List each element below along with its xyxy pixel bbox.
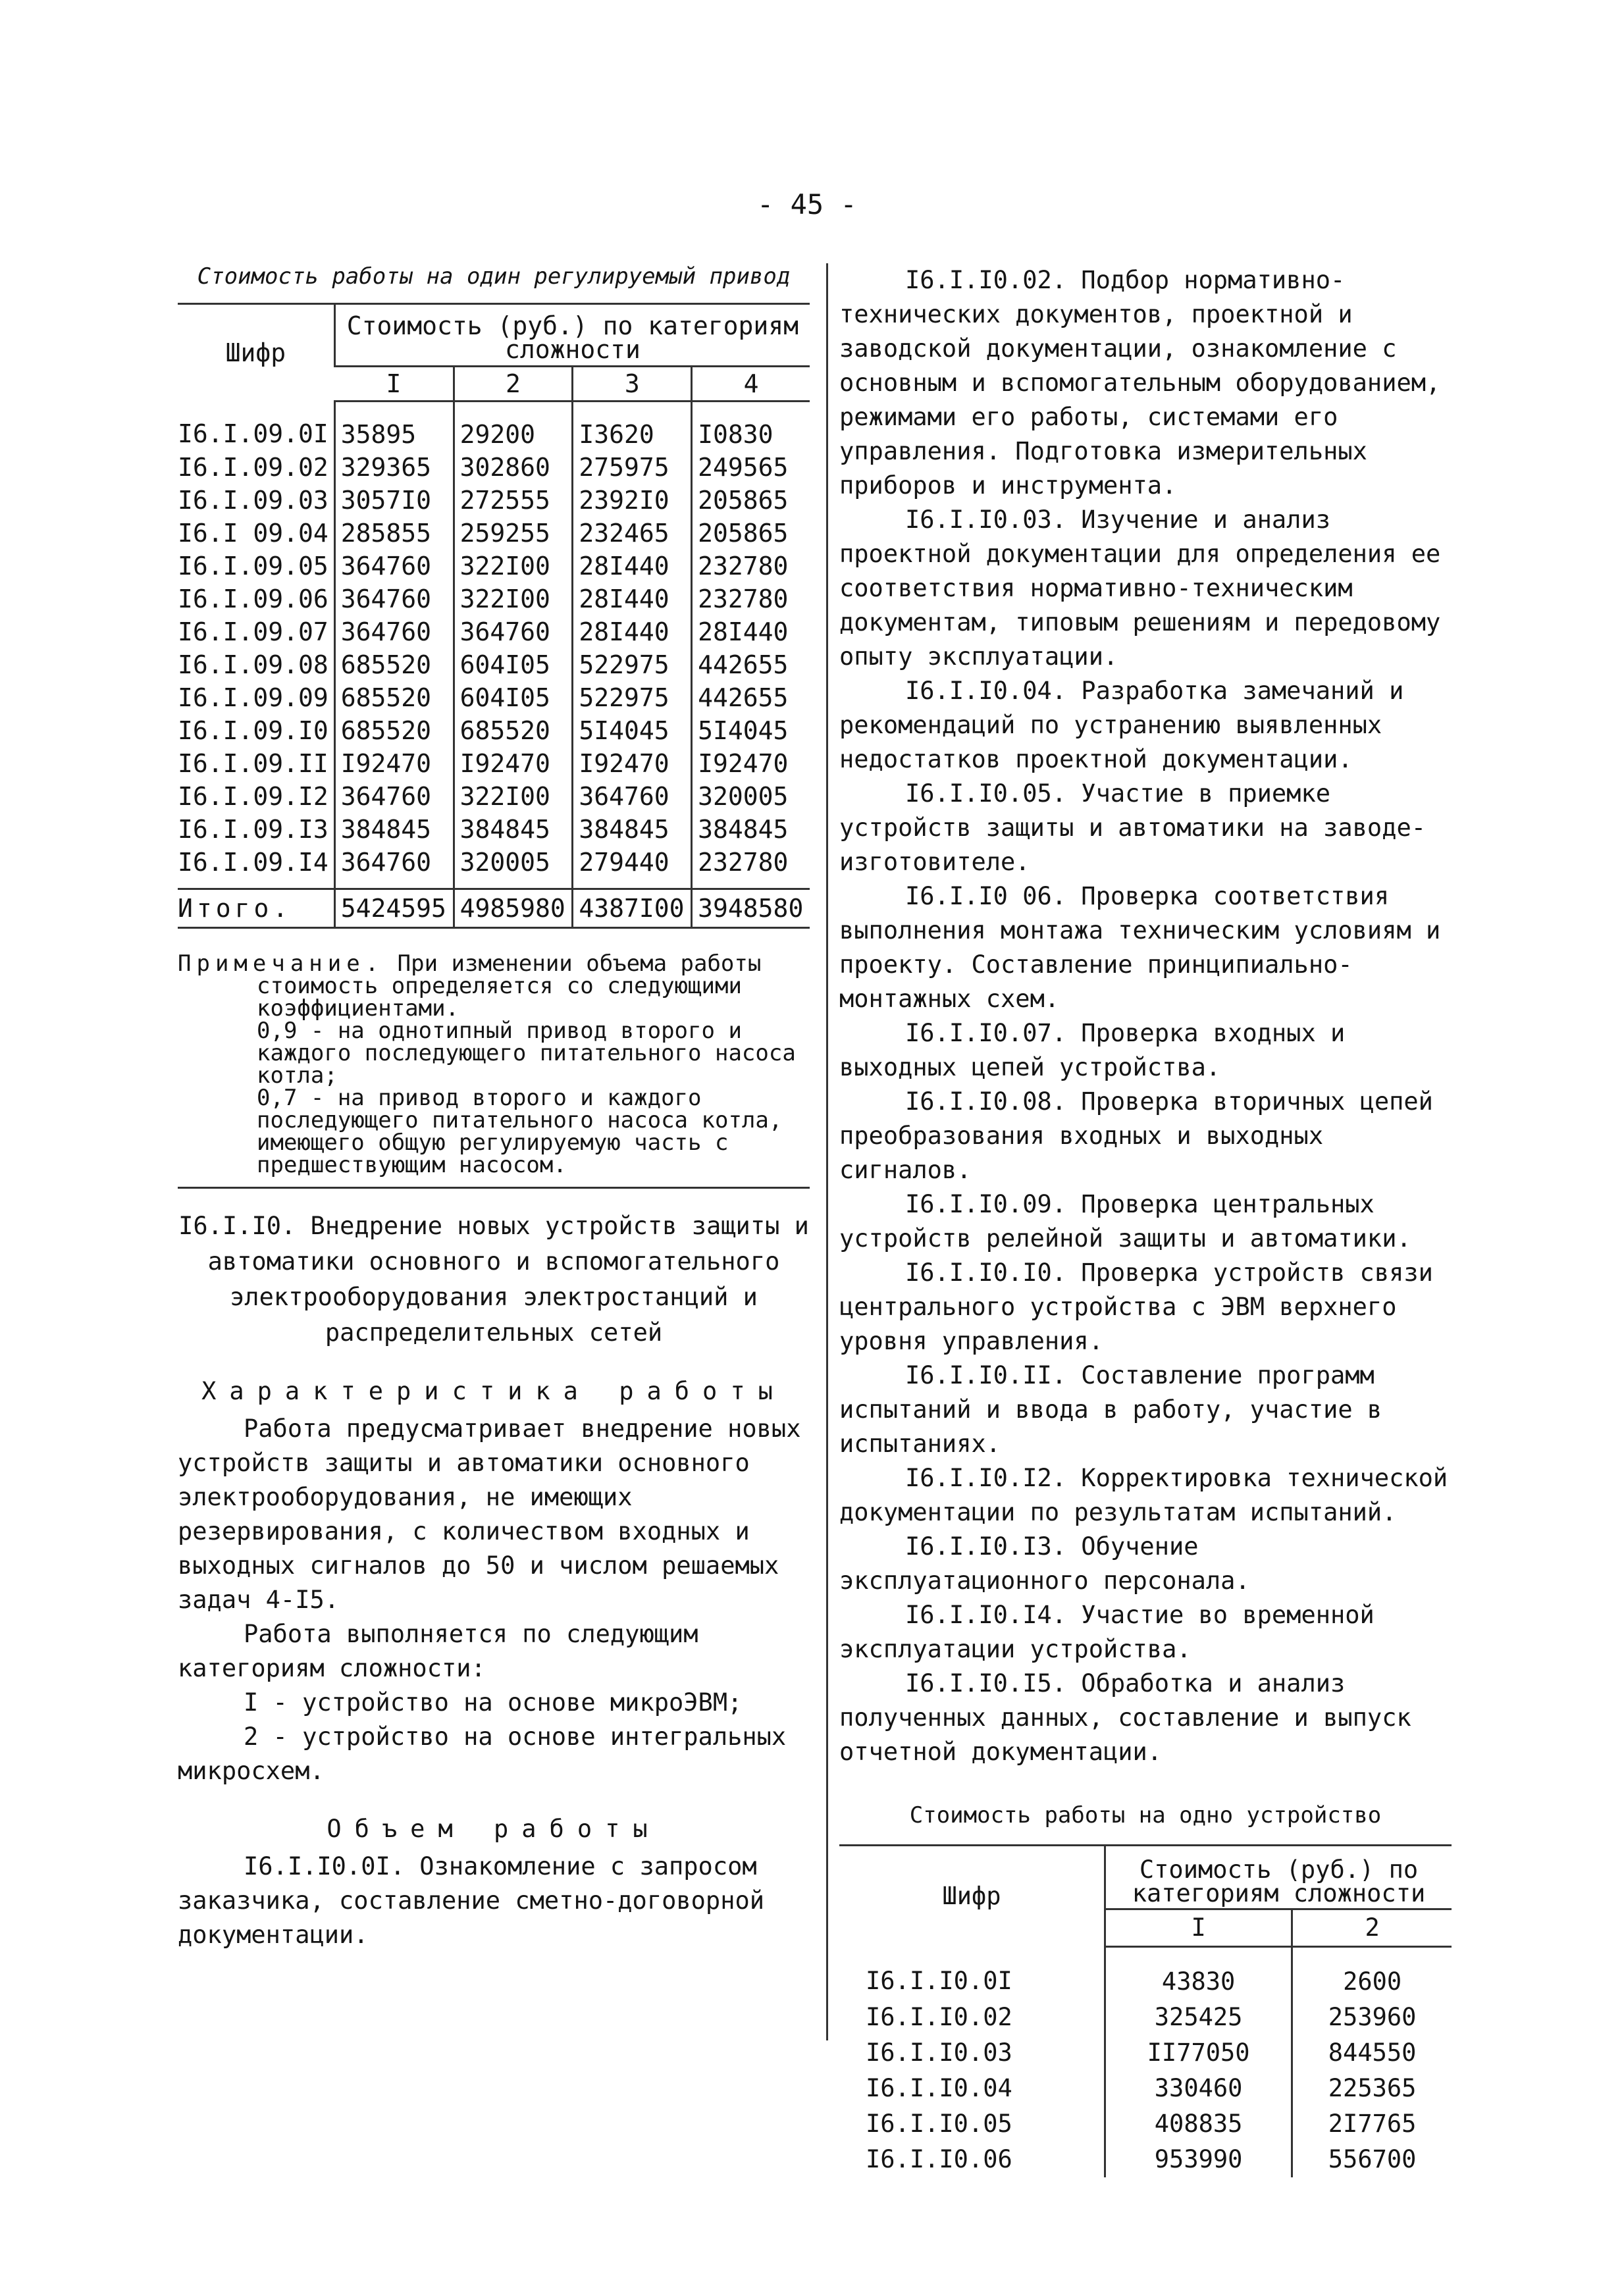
table-cell-value: 364760 xyxy=(573,780,692,813)
table2-header-group: Стоимость (руб.) по категориям сложности xyxy=(1105,1846,1452,1909)
table-cell-value: 225365 xyxy=(1292,2071,1452,2106)
table-cell-value: 28I440 xyxy=(573,583,692,615)
complexity-category-1: I - устройство на основе микроЭВМ; xyxy=(244,1688,743,1717)
scope-item: I6.I.I0.09. Проверка центральных устройств релейной защиты и автоматики. xyxy=(839,1190,1411,1253)
table-cell-value: 604I05 xyxy=(454,648,573,681)
table-cell-value: 285855 xyxy=(334,517,454,550)
table-cell-value: 2392I0 xyxy=(573,484,692,517)
characteristics-paragraph: Работа выполняется по следующим категориям сложности: xyxy=(178,1620,698,1682)
table-row xyxy=(839,1947,1452,2000)
table-row xyxy=(178,517,810,550)
characteristics-heading: Характеристика работы xyxy=(201,1377,786,1405)
table-cell-value: I3620 xyxy=(573,402,692,452)
scope-heading: Объем работы xyxy=(327,1815,661,1843)
table-cell-cipher: I6.I.09.02 xyxy=(178,453,328,482)
scope-item: I6.I.I0.03. Изучение и анализ проектной документации для определения ее соответствия нормативно-техническим документам, типовым решениям и передовому опыту эксплуатации. xyxy=(839,506,1441,671)
table1-header-cipher: Шифр xyxy=(178,304,334,402)
table-cell-value: 556700 xyxy=(1292,2142,1452,2177)
left-column xyxy=(178,263,810,1952)
table1-header-cat: 3 xyxy=(573,367,692,402)
table-cell-value: 232780 xyxy=(692,550,810,583)
table-row xyxy=(839,2142,1452,2177)
table-cell-cipher: I6.I.I0.02 xyxy=(866,2003,1012,2031)
page-number: - 45 - xyxy=(757,188,857,220)
note-divider xyxy=(178,1187,810,1189)
table-cell-value: II77050 xyxy=(1105,2035,1292,2071)
table-cell-value: 320005 xyxy=(454,846,573,889)
table-cell-value: 364760 xyxy=(334,780,454,813)
cost-table-drive xyxy=(178,303,810,929)
table-cell-value: 205865 xyxy=(692,517,810,550)
table-cell-value: 322I00 xyxy=(454,550,573,583)
table-cell-value: 249565 xyxy=(692,451,810,484)
table-cell-value: 329365 xyxy=(334,451,454,484)
table-cell-value: 953990 xyxy=(1105,2142,1292,2177)
note-item-1: 0,9 - на однотипный привод второго и каждого последующего питательного насоса котла; xyxy=(257,1018,796,1089)
table-cell-value: 442655 xyxy=(692,648,810,681)
scope-item: I6.I.I0.II. Составление программ испытаний и ввода в работу, участие в испытаниях. xyxy=(839,1361,1382,1458)
table-cell-value: 322I00 xyxy=(454,780,573,813)
table1-header-group: Стоимость (руб.) по категориям сложности xyxy=(334,304,810,367)
table1-total-row xyxy=(178,889,810,928)
table-row xyxy=(178,714,810,747)
scope-item: I6.I.I0.05. Участие в приемке устройств защиты и автоматики на заводе-изготовителе. xyxy=(839,779,1427,876)
table-cell-value: 232780 xyxy=(692,846,810,889)
table-cell-cipher: I6.I.09.06 xyxy=(178,584,328,613)
table-cell-value: 685520 xyxy=(454,714,573,747)
table-cell-value: 322I00 xyxy=(454,583,573,615)
characteristics-paragraph: Работа предусматривает внедрение новых устройств защиты и автоматики основного электрооборудования, не имеющих резервирования, с количеством входных и выходных сигналов до 50 и числом решаемых задач 4-I5. xyxy=(178,1414,801,1614)
scope-item: I6.I.I0.07. Проверка входных и выходных цепей устройства. xyxy=(839,1019,1346,1081)
table-cell-value: 325425 xyxy=(1105,2000,1292,2035)
table-cell-value: 320005 xyxy=(692,780,810,813)
table-row xyxy=(839,2035,1452,2071)
scope-item: I6.I.I0 06. Проверка соответствия выполнения монтажа техническим условиям и проекту. Составление принципиально-монтажных схем. xyxy=(839,882,1441,1013)
complexity-category-2: 2 - устройство на основе интегральных микросхем. xyxy=(178,1723,787,1785)
table-row xyxy=(839,2106,1452,2142)
table-cell-value: 685520 xyxy=(334,681,454,714)
table-row xyxy=(178,402,810,452)
table-row xyxy=(178,615,810,648)
table2-header-cipher: Шифр xyxy=(839,1846,1105,1947)
table-cell-value: 28I440 xyxy=(692,615,810,648)
table-cell-cipher: I6.I.09.08 xyxy=(178,650,328,679)
table-cell-value: 3057I0 xyxy=(334,484,454,517)
table-cell-value: 275975 xyxy=(573,451,692,484)
table2-header-cat: I xyxy=(1105,1909,1292,1947)
table-cell-value: 364760 xyxy=(334,583,454,615)
table-cell-value: 205865 xyxy=(692,484,810,517)
note-text: При изменении объема работы стоимость определяется со следующими коэффициентами. xyxy=(257,950,762,1022)
table-cell-value: I92470 xyxy=(454,747,573,780)
table-cell-value: 384845 xyxy=(692,813,810,846)
scope-item: I6.I.I0.I0. Проверка устройств связи центрального устройства с ЭВМ верхнего уровня управления. xyxy=(839,1258,1433,1355)
table-cell-value: 302860 xyxy=(454,451,573,484)
table2-body xyxy=(839,1947,1452,2178)
table-cell-value: 5I4045 xyxy=(692,714,810,747)
table1-total-value: 5424595 xyxy=(334,889,454,928)
table-cell-value: 29200 xyxy=(454,402,573,452)
table-cell-value: 522975 xyxy=(573,681,692,714)
table-row xyxy=(178,583,810,615)
table-cell-value: 844550 xyxy=(1292,2035,1452,2071)
table-cell-value: 384845 xyxy=(334,813,454,846)
table-cell-value: 272555 xyxy=(454,484,573,517)
scope-item: I6.I.I0.I3. Обучение эксплуатационного персонала. xyxy=(839,1532,1250,1595)
table-cell-value: 35895 xyxy=(334,402,454,452)
table-cell-value: 28I440 xyxy=(573,550,692,583)
cost-table-device xyxy=(839,1844,1452,2177)
table-cell-value: I0830 xyxy=(692,402,810,452)
table1-caption: Стоимость работы на один регулируемый привод xyxy=(197,263,791,290)
table-cell-value: 408835 xyxy=(1105,2106,1292,2142)
table-cell-cipher: I6.I.09.07 xyxy=(178,617,328,646)
table-cell-value: 2I7765 xyxy=(1292,2106,1452,2142)
table-cell-value: 279440 xyxy=(573,846,692,889)
table-cell-value: 232780 xyxy=(692,583,810,615)
note-block xyxy=(178,952,810,1176)
table-cell-value: 384845 xyxy=(573,813,692,846)
table-cell-value: I92470 xyxy=(334,747,454,780)
note-item-2: 0,7 - на привод второго и каждого последующего питательного насоса котла, имеющего общую регулируемую часть с предшествующим насосом. xyxy=(257,1085,783,1178)
note-lead: Примечание. xyxy=(178,950,384,977)
scope-item: I6.I.I0.I5. Обработка и анализ полученных данных, составление и выпуск отчетной документации. xyxy=(839,1669,1411,1766)
scope-items-list xyxy=(839,263,1452,1769)
table-row xyxy=(178,747,810,780)
scope-item: I6.I.I0.0I. Ознакомление с запросом заказчика, составление сметно-договорной документации. xyxy=(178,1852,765,1949)
table-cell-cipher: I6.I.09.09 xyxy=(178,683,328,712)
table-cell-cipher: I6.I.I0.06 xyxy=(866,2145,1012,2173)
table-cell-cipher: I6.I.09.05 xyxy=(178,552,328,581)
table-row xyxy=(178,550,810,583)
table-cell-value: I92470 xyxy=(692,747,810,780)
table1-body xyxy=(178,402,810,889)
table-cell-cipher: I6.I 09.04 xyxy=(178,519,328,548)
table-cell-value: 604I05 xyxy=(454,681,573,714)
table-cell-value: 259255 xyxy=(454,517,573,550)
table-cell-value: 364760 xyxy=(454,615,573,648)
table-cell-cipher: I6.I.09.I4 xyxy=(178,848,328,877)
table-cell-value: 685520 xyxy=(334,648,454,681)
table-cell-value: 364760 xyxy=(334,550,454,583)
table-cell-value: 522975 xyxy=(573,648,692,681)
table-cell-value: 253960 xyxy=(1292,2000,1452,2035)
table-cell-cipher: I6.I.I0.05 xyxy=(866,2110,1012,2138)
scope-item: I6.I.I0.04. Разработка замечаний и рекомендаций по устранению выявленных недостатков проектной документации. xyxy=(839,677,1404,773)
table1-header-cat: 4 xyxy=(692,367,810,402)
table-cell-value: 5I4045 xyxy=(573,714,692,747)
table-cell-cipher: I6.I.09.0I xyxy=(178,419,328,449)
table2-caption: Стоимость работы на одно устройство xyxy=(909,1802,1382,1828)
table-cell-cipher: I6.I.09.I0 xyxy=(178,716,328,745)
table-cell-value: 43830 xyxy=(1105,1947,1292,2000)
scope-item: I6.I.I0.08. Проверка вторичных цепей преобразования входных и выходных сигналов. xyxy=(839,1087,1433,1184)
table-cell-value: 685520 xyxy=(334,714,454,747)
table-cell-value: 28I440 xyxy=(573,615,692,648)
table1-total-label: Итого. xyxy=(178,889,334,928)
right-column xyxy=(839,263,1452,2177)
table1-total-value: 3948580 xyxy=(692,889,810,928)
table-row xyxy=(178,780,810,813)
table-cell-value: I92470 xyxy=(573,747,692,780)
column-divider xyxy=(826,263,828,2040)
table-cell-cipher: I6.I.09.II xyxy=(178,749,328,778)
table-cell-cipher: I6.I.09.03 xyxy=(178,486,328,515)
table-cell-value: 364760 xyxy=(334,846,454,889)
table-row xyxy=(839,2071,1452,2106)
table-row xyxy=(839,2000,1452,2035)
table-row xyxy=(178,813,810,846)
table1-total-value: 4985980 xyxy=(454,889,573,928)
scope-item: I6.I.I0.I4. Участие во временной эксплуатации устройства. xyxy=(839,1601,1375,1663)
table-cell-value: 384845 xyxy=(454,813,573,846)
scope-item: I6.I.I0.I2. Корректировка технической документации по результатам испытаний. xyxy=(839,1464,1448,1526)
table-row xyxy=(178,846,810,889)
section-title: I6.I.I0. Внедрение новых устройств защиты и автоматики основного и вспомогательного электрооборудования электростанций и распределительных сетей xyxy=(178,1212,809,1347)
table-cell-value: 2600 xyxy=(1292,1947,1452,2000)
table1-total-value: 4387I00 xyxy=(573,889,692,928)
table-row xyxy=(178,484,810,517)
table-cell-cipher: I6.I.I0.0I xyxy=(866,1967,1012,1996)
table-row xyxy=(178,681,810,714)
table-cell-value: 442655 xyxy=(692,681,810,714)
table-cell-cipher: I6.I.I0.03 xyxy=(866,2038,1012,2067)
table2-header-cat: 2 xyxy=(1292,1909,1452,1947)
table-cell-cipher: I6.I.I0.04 xyxy=(866,2074,1012,2102)
table-row xyxy=(178,451,810,484)
scope-item: I6.I.I0.02. Подбор нормативно-технических документов, проектной и заводской документации, ознакомление с основным и вспомогательным оборудованием, режимами его работы, системами его управления. Подготовка измерительных приборов и инструмента. xyxy=(839,266,1441,500)
table-row xyxy=(178,648,810,681)
table1-header-cat: 2 xyxy=(454,367,573,402)
table-cell-value: 364760 xyxy=(334,615,454,648)
table-cell-value: 330460 xyxy=(1105,2071,1292,2106)
table-cell-cipher: I6.I.09.I2 xyxy=(178,782,328,811)
table-cell-value: 232465 xyxy=(573,517,692,550)
table1-header-cat: I xyxy=(334,367,454,402)
table-cell-cipher: I6.I.09.I3 xyxy=(178,815,328,844)
